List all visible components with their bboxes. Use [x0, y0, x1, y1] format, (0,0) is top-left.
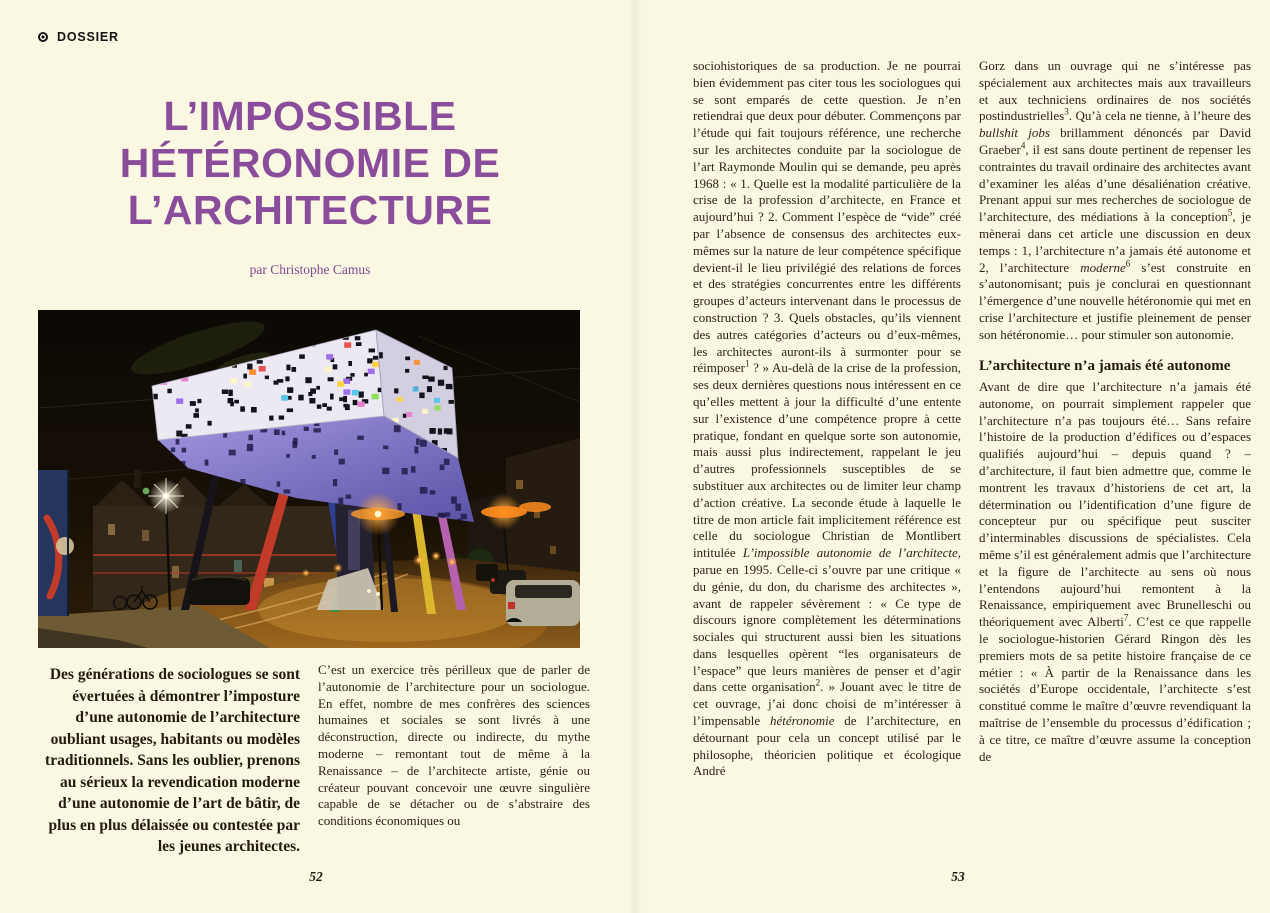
paragraph: Avant de dire que l’architecture n’a jamais été autonome, on pourrait simplement rappeler que l’architecture n’a pas toujours été… Sans refaire l’histoire de la production d’édifices ou d’espaces qualifiés aujourd’hui – depuis quand ? – d’architecture, il faut bien admettre que, comme le montrent les travaux d’historiens de cet art, la détermination ou l’identification d’une figure de concepteur pur ou spécifique peut susciter d’interminables discussions de spécialistes. Cela même s’il est généralement admis que l’architecture et la figure de l’architecte au sens où nous l’entendons aujourd’hui remontent à la Renaissance, empiriquement avec Brunelleschi ou théoriquement avec Alberti$^7$. C’est ce que rappelle le sociologue-historien Gérard Ringon dès les premiers mots de sa petite histoire française de ce métier : « À partir de la Renaissance dans les sociétés d’Europe occidentale, l’architecte s’est constitué comme le maître d’œuvre revendiquant la maîtrise de l’ensemble du processus d’édification ; à ce titre, ce maître d’œuvre assume la conception de — [979, 379, 1251, 764]
body-column-1 — [318, 662, 590, 858]
section-header — [38, 30, 119, 44]
article-title-line: L’ARCHITECTURE — [127, 187, 493, 233]
body-column-3 — [979, 58, 1251, 864]
paragraph: sociohistoriques de sa production. Je ne pourrai bien évidemment pas citer tous les sociologues qui se sont emparés de cette question. Je n’en retiendrai que deux pour débuter. Commençons par l’étude qui fait toujours référence, une recherche sur les architectes conduite par la sociologue de l’art Raymonde Moulin qui se demande, peu après 1968 : « 1. Quelle est la modalité particulière de la crise de la profession d’architecte, en France et aujourd’hui ? 2. Comment l’espèce de “vide” créé par l’absence de consensus des architectes eux-mêmes sur la nature de leur compétence spécifique devient-il le lieu privilégié des relations de forces et des stratégies concurrentes entre les différents groupes d’acteurs intervenant dans le processus de construction ? 3. Quels obstacles, qu’ils viennent des autres catégories d’acteurs ou d’eux-mêmes, les architectes auront-ils à surmonter pour se réimposer$^1$ ? » Au-delà de la crise de la profession, ses deux dernières questions nous intéressent en ce qu’elles mettent à jour la difficulté d’une entente sur l’existence d’une compétence propre à cette pratique, fondant en quelque sorte son autonomie, mais aussi plus indirectement, rappelant le jeu d’autres professionnels susceptibles de se substituer aux architectes ou de limiter leur champ d’action créative. La seconde étude à laquelle le titre de mon article fait implicitement référence est celle du sociologue Christian de Montlibert intitulée L’impossible autonomie de l’architecte, parue en 1995. Celle-ci s’ouvre par une critique « du génie, du don, du charisme des architectes », avant de rappeler sévèrement : « Ce type de discours ignore complètement les déterminations sociales qui structurent aussi bien les situations dans lesquelles opèrent “les organisateurs de l’espace” que leurs manières de penser et d’agir dans cette organisation$^2$. » Jouant avec le titre de cet ouvrage, j’ai donc choisi de m’intéresser à l’impensable hétéronomie de l’architecture, en détournant pour cela un concept utilisé par le philosophe, théoricien politique et écologique André — [693, 58, 961, 779]
article-title-line: L’IMPOSSIBLE — [163, 93, 457, 139]
page-number-right: 53 — [951, 869, 965, 884]
byline: par Christophe Camus — [249, 262, 371, 277]
article-photo — [38, 310, 580, 648]
body-column-2 — [693, 58, 961, 864]
page-gutter — [628, 0, 642, 913]
section-subheading: L’architecture n’a jamais été autonome — [979, 357, 1231, 374]
bullseye-icon — [38, 32, 48, 42]
paragraph: Gorz dans un ouvrage qui ne s’intéresse pas spécialement aux architectes mais aux travailleurs et aux techniciens ordinaires de nos sociétés postindustrielles$^3$. Qu’à cela ne tienne, à l’heure des bullshit jobs brillamment dénoncés par David Graeber$^4$, il est sans doute pertinent de repenser les contraintes du travail ordinaire des architectes avant d’examiner les aléas d’une désaliénation créative. Prenant appui sur mes recherches de sociologue de l’architecture, des médiations à la conception$^5$, je mènerai dans cet article une discussion en deux temps : 1, l’architecture n’a jamais été autonome et 2, l’architecture moderne$^6$ s’est construite en s’autonomisant; puis je conclurai en questionnant l’émergence d’une nouvelle hétéronomie qui met en crise l’architecture et justifie pleinement de penser son hétéronomie… pour stimuler son autonomie. — [979, 58, 1251, 342]
page-number-left: 52 — [309, 869, 323, 884]
section-header-label: DOSSIER — [57, 30, 119, 44]
article-title-line: HÉTÉRONOMIE DE — [119, 140, 501, 186]
article-title — [55, 93, 565, 234]
intro-paragraph: Des générations de sociologues se sont évertuées à démontrer l’imposture d’une autonomie de l’architecture oubliant usages, habitants ou modèles traditionnels. Sans les oublier, prenons au sérieux la revendication moderne d’une autonomie de l’art de bâtir, de plus en plus délaissée ou contestée par les jeunes architectes. — [45, 666, 300, 855]
paragraph: C’est un exercice très périlleux que de parler de l’autonomie de l’architecture pour un sociologue. En effet, nombre de mes confrères des sciences humaines et sociales se sont livrés à une déconstruction, directe ou indirecte, du mythe moderne – remontant tout de même à la Renaissance – de l’architecte artiste, génie ou créateur pouvant concevoir une œuvre singulière capable de se détacher ou de s’abstraire des conditions économiques ou — [318, 662, 590, 829]
